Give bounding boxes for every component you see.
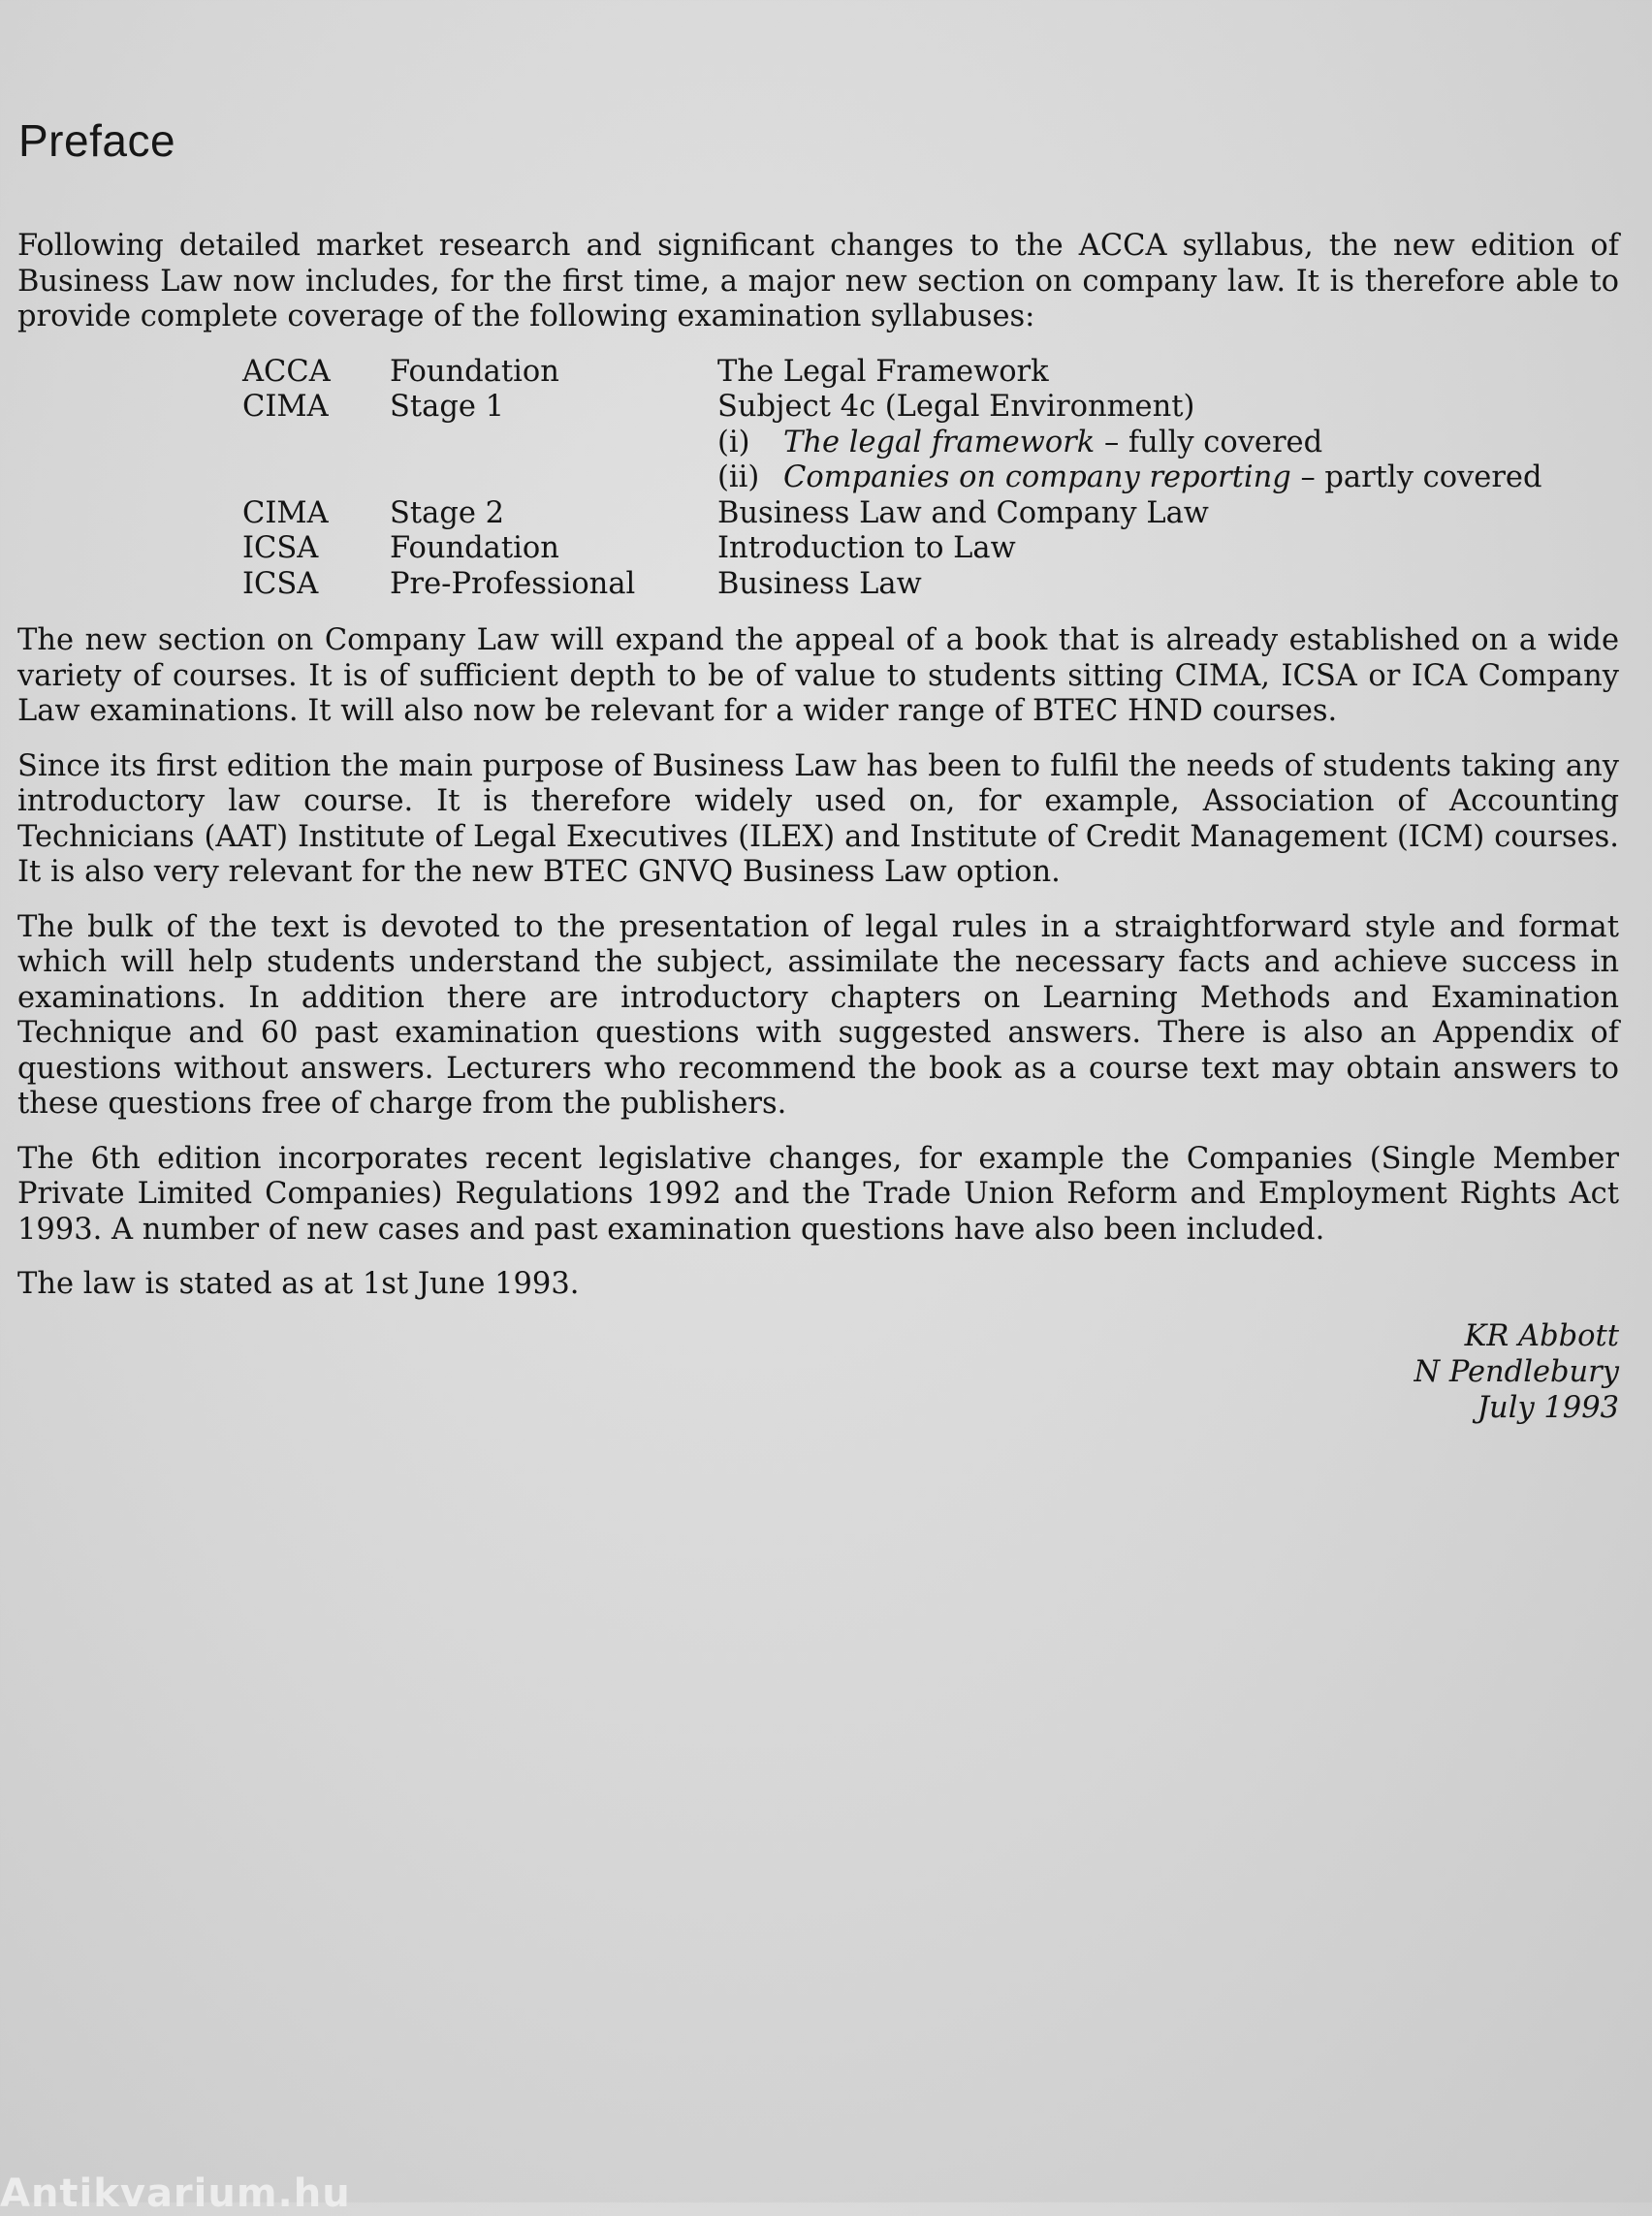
exam-subitem bbox=[717, 460, 1542, 496]
exam-level: Stage 1 bbox=[390, 390, 505, 424]
subitem-title: Companies on company reporting bbox=[783, 460, 1291, 494]
author-name: KR Abbott bbox=[1464, 1318, 1619, 1353]
syllabus-row bbox=[242, 531, 1542, 567]
syllabus-row bbox=[242, 355, 1542, 391]
preface-body bbox=[17, 229, 1619, 1426]
exam-level: Pre-Professional bbox=[390, 566, 636, 601]
exam-body: ACCA bbox=[242, 354, 331, 389]
exam-subject: Subject 4c (Legal Environment) bbox=[717, 390, 1195, 424]
syllabus-row bbox=[242, 567, 1542, 603]
exam-subject: Introduction to Law bbox=[717, 531, 1016, 565]
body-paragraph: The bulk of the text is devoted to the presentation of legal rules in a straightforward style and format which will help students understand the subject, assimilate the necessary facts and achieve success in examinations. In addition there are introductory chapters on Learning Methods and Examination Technique and 60 past examination questions with suggested answers. There is also an Appendix of questions without answers. Lecturers who recommend the book as a course text may obtain answers to these questions free of charge from the publishers. bbox=[17, 909, 1619, 1121]
exam-body: ICSA bbox=[242, 531, 319, 565]
syllabus-subitem-row bbox=[242, 460, 1542, 496]
syllabus-row bbox=[242, 390, 1542, 426]
signoff-block bbox=[17, 1318, 1619, 1426]
exam-level: Foundation bbox=[390, 354, 559, 389]
signoff-date: July 1993 bbox=[1477, 1390, 1619, 1425]
subitem-number: (i) bbox=[717, 425, 750, 459]
subitem-coverage: – partly covered bbox=[1290, 460, 1542, 494]
body-paragraph: The 6th edition incorporates recent legislative changes, for example the Companies (Single Member Private Limited Companies) Regulations 1992 and the Trade Union Reform and Employment Rights Act 1993. A number of new cases and past examination questions have also been included. bbox=[17, 1141, 1619, 1247]
exam-level: Stage 2 bbox=[390, 495, 505, 530]
exam-body: ICSA bbox=[242, 566, 319, 601]
body-paragraph: The new section on Company Law will expand the appeal of a book that is already established on a wide variety of courses. It is of sufficient depth to be of value to students sitting CIMA, ICSA or ICA Company Law examinations. It will also now be relevant for a wider range of BTEC HND courses. bbox=[17, 623, 1619, 728]
exam-subject: Business Law and Company Law bbox=[717, 495, 1209, 530]
body-paragraph: Since its first edition the main purpose of Business Law has been to fulfil the needs of students taking any introductory law course. It is therefore widely used on, for example, Association of Accounting Technicians (AAT) Institute of Legal Executives (ILEX) and Institute of Credit Management (ICM) courses. It is also very relevant for the new BTEC GNVQ Business Law option. bbox=[17, 748, 1619, 889]
watermark: Antikvarium.hu bbox=[0, 2171, 351, 2216]
exam-subitem bbox=[717, 426, 1542, 461]
exam-body bbox=[242, 460, 390, 496]
intro-paragraph: Following detailed market research and significant changes to the ACCA syllabus, the new edition of Business Law now includes, for the first time, a major new section on company law. It is therefore able to provide complete coverage of the following examination syllabuses: bbox=[17, 229, 1619, 333]
page-title: Preface bbox=[18, 115, 176, 166]
subitem-title: The legal framework bbox=[783, 425, 1096, 459]
exam-subject: The Legal Framework bbox=[717, 354, 1049, 389]
exam-level: Foundation bbox=[390, 531, 559, 565]
exam-subject: Business Law bbox=[717, 566, 922, 601]
exam-body: CIMA bbox=[242, 495, 329, 530]
body-paragraph: The law is stated as at 1st June 1993. bbox=[17, 1267, 580, 1301]
exam-level bbox=[390, 460, 717, 496]
syllabus-table bbox=[242, 355, 1542, 603]
exam-body bbox=[242, 426, 390, 461]
subitem-number: (ii) bbox=[717, 460, 760, 494]
exam-body: CIMA bbox=[242, 390, 329, 424]
exam-level bbox=[390, 426, 717, 461]
author-name: N Pendlebury bbox=[1414, 1354, 1619, 1389]
syllabus-subitem-row bbox=[242, 426, 1542, 461]
subitem-coverage: – fully covered bbox=[1095, 425, 1323, 459]
syllabus-row bbox=[242, 496, 1542, 532]
